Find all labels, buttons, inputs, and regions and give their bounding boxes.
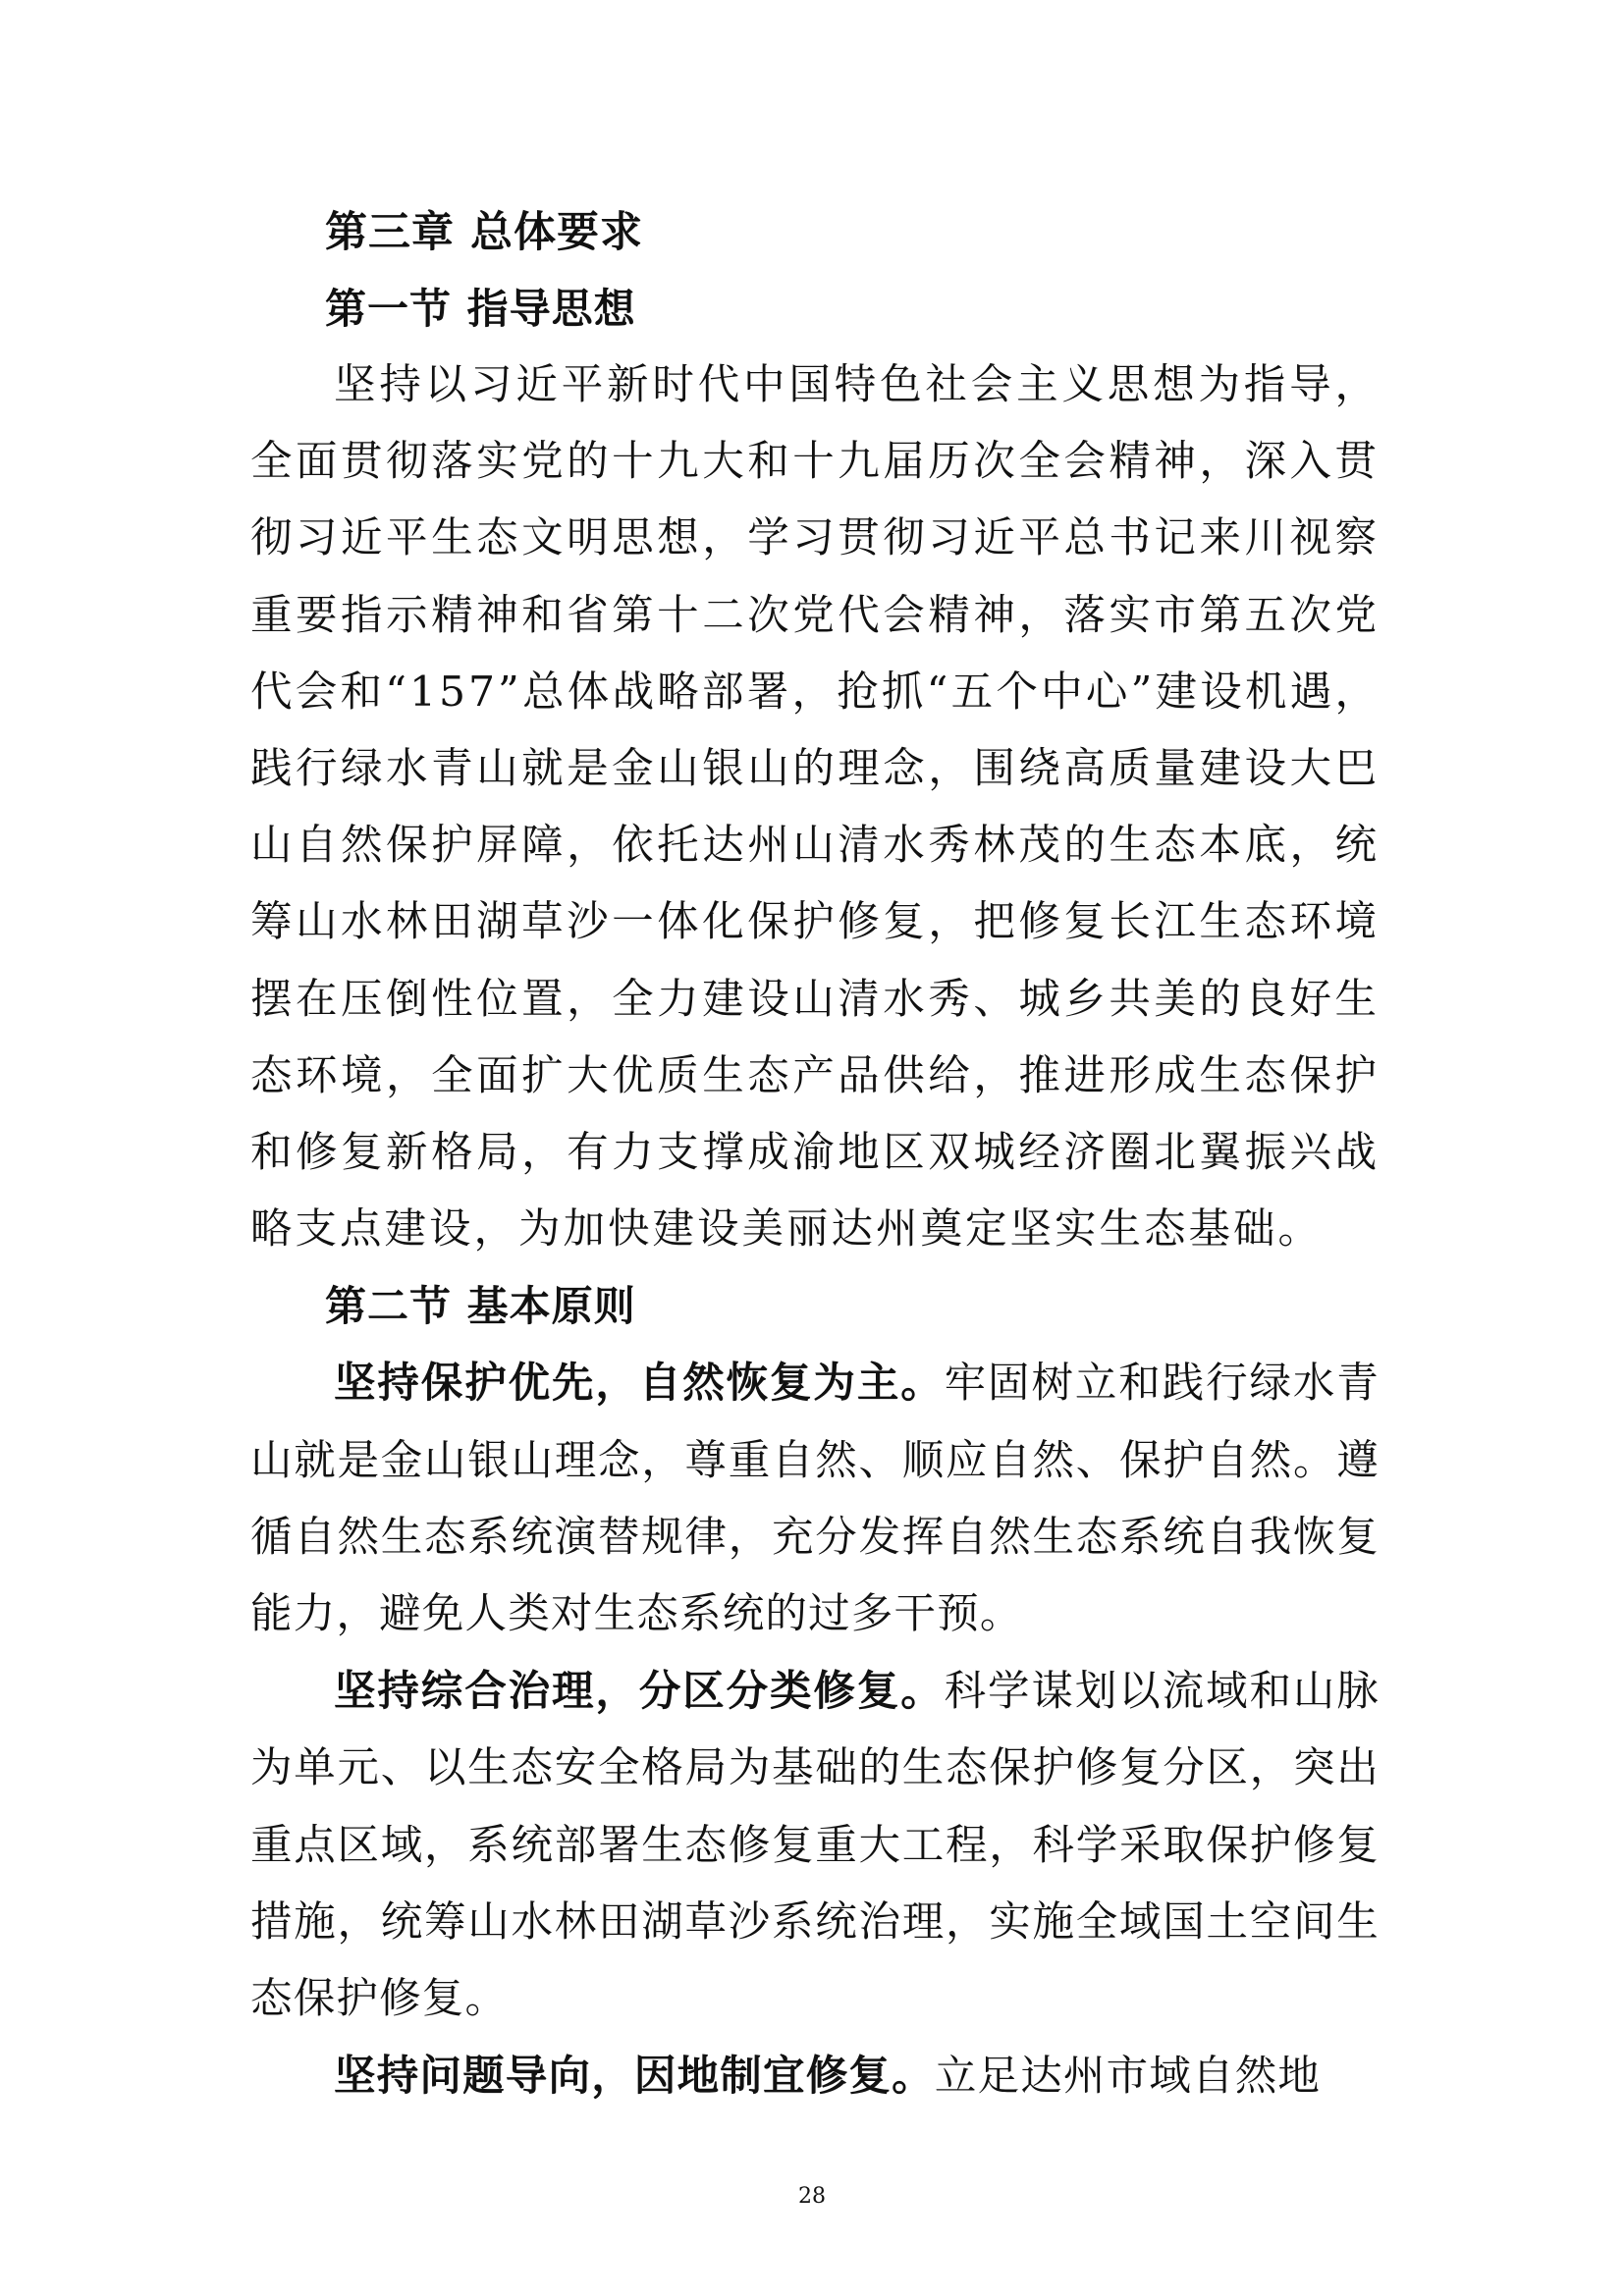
principle-lead: 坚持综合治理，分区分类修复。 <box>334 1667 945 1717</box>
principle-paragraph <box>250 1653 1380 2038</box>
chapter-title: 第三章 总体要求 <box>325 208 643 257</box>
principle-text: 牢固树立和践行绿水青山就是金山银山理念，尊重自然、顺应自然、保护自然。遵循自然生态系统演替规律，充分发挥自然生态系统自我恢复能力，避免人类对生态系统的过多干预。 <box>250 1360 1380 1639</box>
principle-text: 立足达州市域自然地 <box>934 2053 1322 2102</box>
principle-paragraph <box>250 1345 1380 1653</box>
principle-lead: 坚持保护优先，自然恢复为主。 <box>334 1359 945 1409</box>
principle-text: 科学谋划以流域和山脉为单元、以生态安全格局为基础的生态保护修复分区，突出重点区域，系统部署生态修复重大工程，科学采取保护修复措施，统筹山水林田湖草沙系统治理，实施全域国土空间生态保护修复。 <box>250 1668 1380 2024</box>
principle-paragraph <box>250 2038 1380 2115</box>
page-content <box>250 194 1380 2115</box>
section-title-basic-principles: 第二节 基本原则 <box>325 1282 636 1331</box>
guiding-thought-paragraph: 坚持以习近平新时代中国特色社会主义思想为指导，全面贯彻落实党的十九大和十九届历次全会精神，深入贯彻习近平生态文明思想，学习贯彻习近平总书记来川视察重要指示精神和省第十二次党代会精神，落实市第五次党代会和“157”总体战略部署，抢抓“五个中心”建设机遇，践行绿水青山就是金山银山的理念，围绕高质量建设大巴山自然保护屏障，依托达州山清水秀林茂的生态本底，统筹山水林田湖草沙一体化保护修复，把修复长江生态环境摆在压倒性位置，全力建设山清水秀、城乡共美的良好生态环境，全面扩大优质生态产品供给，推进形成生态保护和修复新格局，有力支撑成渝地区双城经济圈北翼振兴战略支点建设，为加快建设美丽达州奠定坚实生态基础。 <box>250 361 1380 1255</box>
section-title-guiding-thought: 第一节 指导思想 <box>325 285 636 333</box>
principle-lead: 坚持问题导向，因地制宜修复。 <box>334 2052 935 2102</box>
page-number: 28 <box>798 2184 826 2209</box>
